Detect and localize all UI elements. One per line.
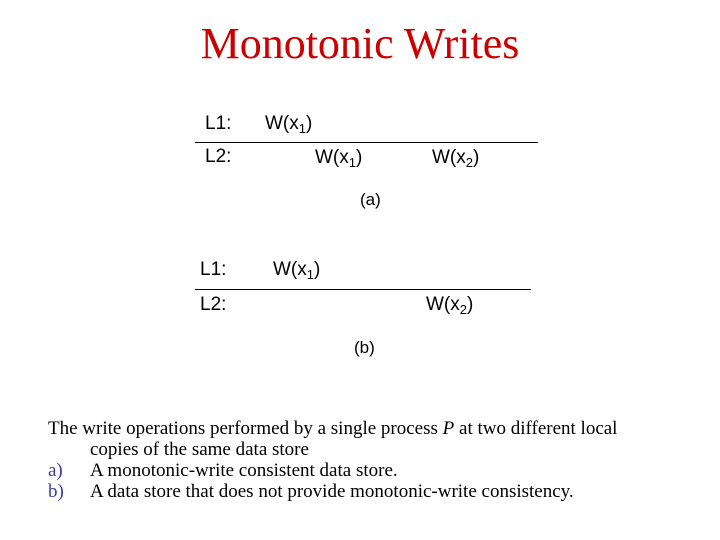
diagram-b-row2-label: L2: (200, 294, 227, 315)
caption-item-a-label: a) (48, 460, 63, 481)
diagram-a-separator-line (195, 142, 538, 143)
diagram-a-l2-write-x2: $W(x_2)$ (432, 147, 480, 170)
caption-line-1: The write operations performed by a single process P at two different local (48, 418, 618, 439)
diagram-a-l2-write-x1: $W(x_1)$ (315, 147, 363, 170)
caption-line-2: copies of the same data store (90, 439, 309, 460)
figure-caption (48, 418, 688, 502)
diagram-b-separator-line (195, 289, 531, 290)
caption-item-a (48, 460, 688, 481)
caption-item-a-text: A monotonic-write consistent data store. (90, 460, 398, 481)
slide-title: Monotonic Writes (200, 19, 520, 68)
diagram-a-caption: (a) (360, 190, 381, 209)
diagram-b-l1-write-x1: $W(x_1)$ (273, 259, 321, 282)
diagram-a-row1-label: L1: (205, 113, 232, 134)
diagram-b-row1-label: L1: (200, 259, 227, 280)
diagram-a-l1-write-x1: $W(x_1)$ (265, 113, 313, 136)
caption-item-b-text: A data store that does not provide monotonic-write consistency. (90, 481, 574, 502)
diagram-b-caption: (b) (354, 338, 375, 357)
process-variable: P (442, 418, 455, 439)
caption-item-b (48, 481, 688, 502)
diagram-b-l2-write-x2: $W(x_2)$ (426, 294, 474, 317)
diagram-a-row2-label: L2: (205, 146, 232, 167)
caption-item-b-label: b) (48, 481, 64, 502)
